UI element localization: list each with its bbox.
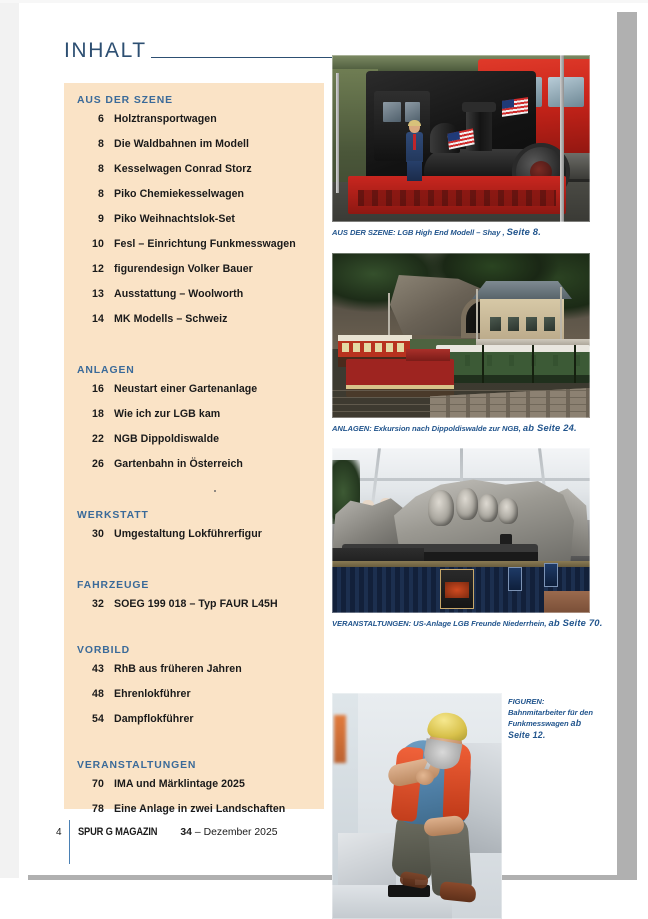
toc-item-page: 22 (92, 433, 104, 445)
toc-item-label: Ehrenlokführer (114, 688, 191, 700)
toc-section-heading: VORBILD (77, 645, 131, 656)
coach-separator (574, 345, 576, 383)
toc-item[interactable] (64, 213, 324, 238)
section-spacer (64, 483, 324, 509)
photo-station-building (480, 295, 564, 345)
toc-item-label: Umgestaltung Lokführerfigur (114, 528, 262, 540)
toc-item-label: Die Waldbahnen im Modell (114, 138, 250, 150)
photo-block-anlagen (332, 253, 590, 434)
toc-item-page: 70 (92, 778, 104, 790)
photo-info-tag (508, 567, 522, 591)
toc-item[interactable] (64, 113, 324, 138)
figure-hand (416, 769, 434, 785)
caption-lead-text: VERANSTALTUNGEN: US-Anlage LGB Freunde Niederrhein, (332, 619, 547, 628)
photo-red-flatcar (348, 176, 566, 214)
toc-item-page: 48 (92, 688, 104, 700)
print-speck (214, 490, 216, 492)
toc-section-heading: AUS DER SZENE (77, 95, 173, 106)
toc-item[interactable] (64, 383, 324, 408)
toc-item[interactable] (64, 663, 324, 688)
photo-flag-pole (560, 55, 564, 222)
caption-page-reference: ab Seite 24. (522, 422, 577, 433)
toc-item-page: 14 (92, 313, 104, 325)
figure-hair (408, 120, 421, 126)
toc-item-page: 26 (92, 458, 104, 470)
loco-window (383, 102, 401, 122)
toc-item-page: 43 (92, 663, 104, 675)
page-footer (56, 823, 278, 841)
toc-item-page: 13 (92, 288, 104, 300)
toc-section-heading: ANLAGEN (77, 365, 135, 376)
toc-item-label: Eine Anlage in zwei Landschaften (114, 803, 286, 815)
toc-item[interactable] (64, 433, 324, 458)
toc-item-page: 8 (98, 138, 104, 150)
toc-item[interactable] (64, 188, 324, 213)
rushmore-head-carving (498, 498, 518, 524)
toc-list (64, 83, 324, 828)
coach-separator (532, 345, 534, 383)
toc-item-page: 6 (98, 113, 104, 125)
issue-date: – Dezember 2025 (194, 826, 278, 838)
toc-section-werkstatt (64, 509, 324, 553)
station-window (544, 317, 555, 331)
magazine-page (19, 3, 617, 875)
loco-window (548, 77, 584, 107)
photo-railway-worker-figure (384, 713, 480, 903)
toc-item[interactable] (64, 238, 324, 263)
toc-item-label: MK Modells – Schweiz (114, 313, 228, 325)
coach-separator (482, 345, 484, 383)
toc-item-label: RhB aus früheren Jahren (114, 663, 242, 675)
photo-aus-der-szene (332, 55, 590, 222)
toc-item-label: NGB Dippoldiswalde (114, 433, 220, 445)
figure-legs (407, 161, 422, 181)
toc-item-label: Neustart einer Gartenanlage (114, 383, 258, 395)
caption-lead-text: ANLAGEN: Exkursion nach Dippoldiswalde zur NGB, (332, 424, 521, 433)
toc-item-label: Gartenbahn in Österreich (114, 458, 243, 470)
toc-item-label: Ausstattung – Woolworth (114, 288, 244, 300)
photo-fence-post (336, 73, 339, 193)
photo-green-coach-rake (436, 345, 590, 383)
catenary-mast (476, 289, 478, 345)
photo-track-bed (332, 390, 590, 412)
toc-item[interactable] (64, 688, 324, 713)
toc-item-label: SOEG 199 018 – Typ FAUR L45H (114, 598, 278, 610)
toc-item[interactable] (64, 778, 324, 803)
rushmore-head-carving (456, 488, 478, 520)
catenary-mast (560, 287, 562, 343)
toc-section-fahrzeuge (64, 579, 324, 623)
toc-item[interactable] (64, 598, 324, 623)
caption-lead-text: AUS DER SZENE: LGB High End Modell – Shay , (332, 228, 505, 237)
toc-panel (64, 83, 324, 815)
toc-item-page: 9 (98, 213, 104, 225)
caption-title: FIGUREN: (508, 697, 545, 706)
toc-item[interactable] (64, 263, 324, 288)
page-title: INHALT (64, 39, 147, 62)
section-spacer (64, 553, 324, 579)
caption-page-reference: Seite 8. (506, 226, 542, 237)
station-window (508, 317, 519, 331)
toc-section-heading: FAHRZEUGE (77, 580, 150, 591)
toc-item[interactable] (64, 138, 324, 163)
toc-item-label: IMA und Märklintage 2025 (114, 778, 245, 790)
toc-item-page: 8 (98, 188, 104, 200)
toc-item-page: 32 (92, 598, 104, 610)
toc-item-label: figurendesign Volker Bauer (114, 263, 253, 275)
section-spacer (64, 338, 324, 364)
toc-item[interactable] (64, 458, 324, 483)
photo-caption-anlagen (332, 418, 590, 434)
toc-section-heading: WERKSTATT (77, 510, 149, 521)
toc-item-page: 30 (92, 528, 104, 540)
toc-item-page: 18 (92, 408, 104, 420)
section-spacer (64, 623, 324, 644)
photo-caption-veranstaltungen (332, 613, 603, 629)
magazine-brand: SPUR G MAGAZIN (78, 826, 158, 838)
section-spacer (64, 738, 324, 759)
photo-display-poster (440, 569, 474, 609)
caption-page-reference: ab Seite 70. (548, 617, 603, 628)
issue-number: 34 (180, 826, 192, 838)
figure-boot (439, 881, 477, 903)
toc-item[interactable] (64, 408, 324, 433)
photo-info-tag (544, 563, 558, 587)
toc-item-page: 12 (92, 263, 104, 275)
page-left-margin (0, 0, 19, 878)
photo-caption-figuren (508, 693, 594, 741)
toc-item-label: Kesselwagen Conrad Storz (114, 163, 252, 175)
toc-item[interactable] (64, 713, 324, 738)
toc-section-veranstaltungen (64, 759, 324, 828)
photo-anlagen (332, 253, 590, 418)
caption-lead-text: Bahnmitarbeiter für den Funkmesswagen (508, 707, 593, 728)
toc-item-label: Piko Chemiekesselwagen (114, 188, 245, 200)
toc-item[interactable] (64, 163, 324, 188)
toc-item-label: Fesl – Einrichtung Funkmesswagen (114, 238, 296, 250)
toc-item-label: Dampflokführer (114, 713, 194, 725)
figure-hard-hat (426, 710, 469, 741)
station-roof (472, 281, 572, 299)
toc-item-page: 16 (92, 383, 104, 395)
toc-section-heading: VERANSTALTUNGEN (77, 760, 197, 771)
photo-veranstaltungen (332, 448, 590, 613)
toc-section-vorbild (64, 644, 324, 738)
toc-item-page: 54 (92, 713, 104, 725)
toc-item-label: Wie ich zur LGB kam (114, 408, 221, 420)
photo-background-accent (334, 715, 346, 763)
photo-caption-aus-der-szene (332, 222, 590, 238)
caption-page-reference: ab Seite 12. (508, 718, 582, 740)
photo-block-veranstaltungen (332, 448, 603, 629)
loco-window (405, 102, 420, 122)
footer-divider-rule (69, 820, 71, 864)
photo-figure-in-suit (406, 121, 423, 181)
toc-item[interactable] (64, 313, 324, 338)
toc-item-page: 8 (98, 163, 104, 175)
rushmore-head-carving (478, 494, 498, 522)
toc-section-aus-der-szene (64, 94, 324, 338)
figure-tie (413, 134, 416, 150)
photo-block-aus-der-szene (332, 55, 590, 238)
toc-item-page: 78 (92, 803, 104, 815)
toc-section-anlagen (64, 364, 324, 483)
toc-item-label: Piko Weihnachtslok-Set (114, 213, 235, 225)
station-window (526, 317, 537, 331)
toc-item[interactable] (64, 528, 324, 553)
photo-tent-floor (544, 591, 590, 613)
toc-item-page: 10 (92, 238, 104, 250)
toc-item[interactable] (64, 288, 324, 313)
station-window (490, 317, 501, 331)
photo-block-figuren (332, 693, 593, 919)
photo-figuren (332, 693, 502, 919)
folio-number: 4 (56, 826, 62, 838)
toc-item-label: Holztransportwagen (114, 113, 217, 125)
rushmore-head-carving (428, 490, 454, 526)
